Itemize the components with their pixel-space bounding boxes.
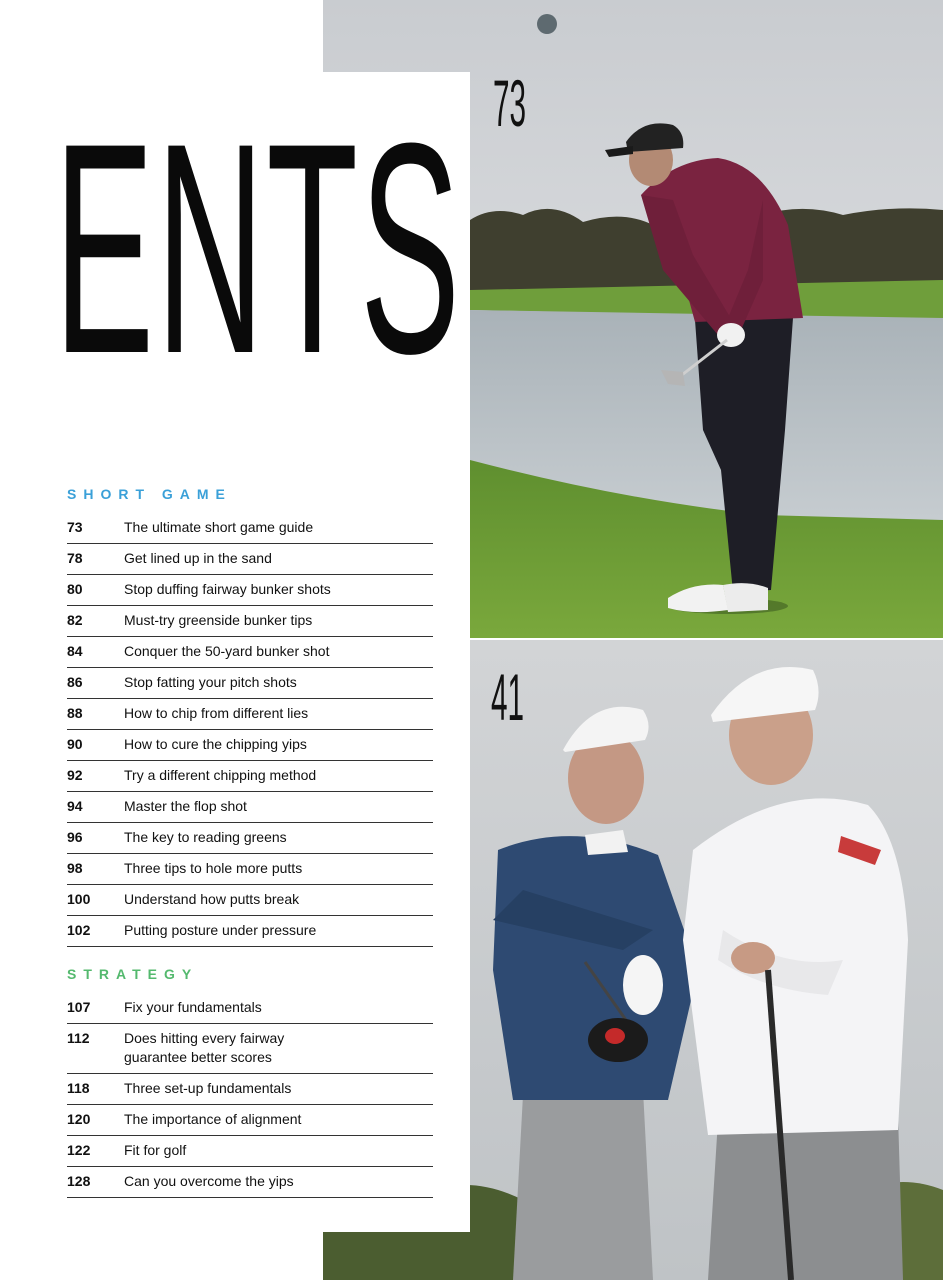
- page-title-fragment: ENTS: [54, 80, 463, 416]
- toc-entry-title: Must-try greenside bunker tips: [124, 612, 313, 628]
- toc-page-number: 78: [67, 550, 83, 566]
- toc-entry[interactable]: [67, 668, 433, 699]
- toc-entry[interactable]: [67, 1074, 433, 1105]
- toc-entry-title: Stop duffing fairway bunker shots: [124, 581, 331, 597]
- toc-entry-title: How to cure the chipping yips: [124, 736, 307, 752]
- toc-entry-title: Putting posture under pressure: [124, 922, 317, 938]
- toc-page-number: 118: [67, 1080, 90, 1096]
- toc-entry-title: Master the flop shot: [124, 798, 247, 814]
- toc-page-number: 112: [67, 1030, 90, 1046]
- toc-entry-title: Stop fatting your pitch shots: [124, 674, 297, 690]
- toc-page-number: 84: [67, 643, 83, 659]
- toc-entry[interactable]: [67, 916, 433, 947]
- toc-short-game: [67, 513, 433, 947]
- toc-entry[interactable]: [67, 730, 433, 761]
- toc-entry-title: Get lined up in the sand: [124, 550, 272, 566]
- toc-page-number: 86: [67, 674, 83, 690]
- toc-entry[interactable]: [67, 823, 433, 854]
- toc-entry[interactable]: [67, 761, 433, 792]
- toc-entry[interactable]: [67, 575, 433, 606]
- toc-entry-title: The ultimate short game guide: [124, 519, 314, 535]
- toc-entry[interactable]: [67, 637, 433, 668]
- toc-page-number: 94: [67, 798, 83, 814]
- toc-entry-title: Fit for golf: [124, 1142, 187, 1158]
- toc-entry[interactable]: [67, 885, 433, 916]
- toc-entry-title: The importance of alignment: [124, 1111, 302, 1127]
- toc-page-number: 107: [67, 999, 91, 1015]
- toc-entry[interactable]: [67, 544, 433, 575]
- toc-page-number: 102: [67, 922, 91, 938]
- toc-page-number: 122: [67, 1142, 91, 1158]
- toc-page-number: 96: [67, 829, 83, 845]
- section-heading-strategy: STRATEGY: [67, 966, 199, 982]
- photo-page-ref-bottom: 41: [491, 660, 525, 734]
- toc-page-number: 82: [67, 612, 83, 628]
- toc-page-number: 80: [67, 581, 83, 597]
- toc-page-number: 73: [67, 519, 83, 535]
- section-heading-short-game: SHORT GAME: [67, 486, 232, 502]
- toc-entry[interactable]: [67, 606, 433, 637]
- toc-entry[interactable]: [67, 1105, 433, 1136]
- toc-page-number: 88: [67, 705, 83, 721]
- toc-entry-title: Three set-up fundamentals: [124, 1080, 292, 1096]
- toc-page-number: 98: [67, 860, 83, 876]
- toc-strategy: [67, 993, 433, 1198]
- toc-entry[interactable]: [67, 699, 433, 730]
- toc-entry-title: Understand how putts break: [124, 891, 300, 907]
- toc-entry[interactable]: [67, 792, 433, 823]
- toc-page-number: 100: [67, 891, 91, 907]
- toc-entry-title: Fix your fundamentals: [124, 999, 262, 1015]
- toc-entry-title: Conquer the 50-yard bunker shot: [124, 643, 330, 659]
- toc-page-number: 128: [67, 1173, 91, 1189]
- toc-entry[interactable]: [67, 513, 433, 544]
- toc-entry-title: Try a different chipping method: [124, 767, 317, 783]
- toc-entry-title: Does hitting every fairway guarantee better scores: [124, 1030, 285, 1065]
- photo-page-ref-top: 73: [493, 66, 527, 140]
- toc-entry-title: How to chip from different lies: [124, 705, 309, 721]
- toc-entry-title: Can you overcome the yips: [124, 1173, 294, 1189]
- toc-entry[interactable]: [67, 993, 433, 1024]
- toc-entry[interactable]: [67, 854, 433, 885]
- toc-entry[interactable]: [67, 1167, 433, 1198]
- toc-entry[interactable]: [67, 1136, 433, 1167]
- toc-page-number: 90: [67, 736, 83, 752]
- toc-entry-title: The key to reading greens: [124, 829, 287, 845]
- toc-page-number: 92: [67, 767, 83, 783]
- toc-page-number: 120: [67, 1111, 91, 1127]
- toc-entry-title: Three tips to hole more putts: [124, 860, 303, 876]
- panel-top-cap: [0, 0, 323, 72]
- toc-entry[interactable]: [67, 1024, 433, 1074]
